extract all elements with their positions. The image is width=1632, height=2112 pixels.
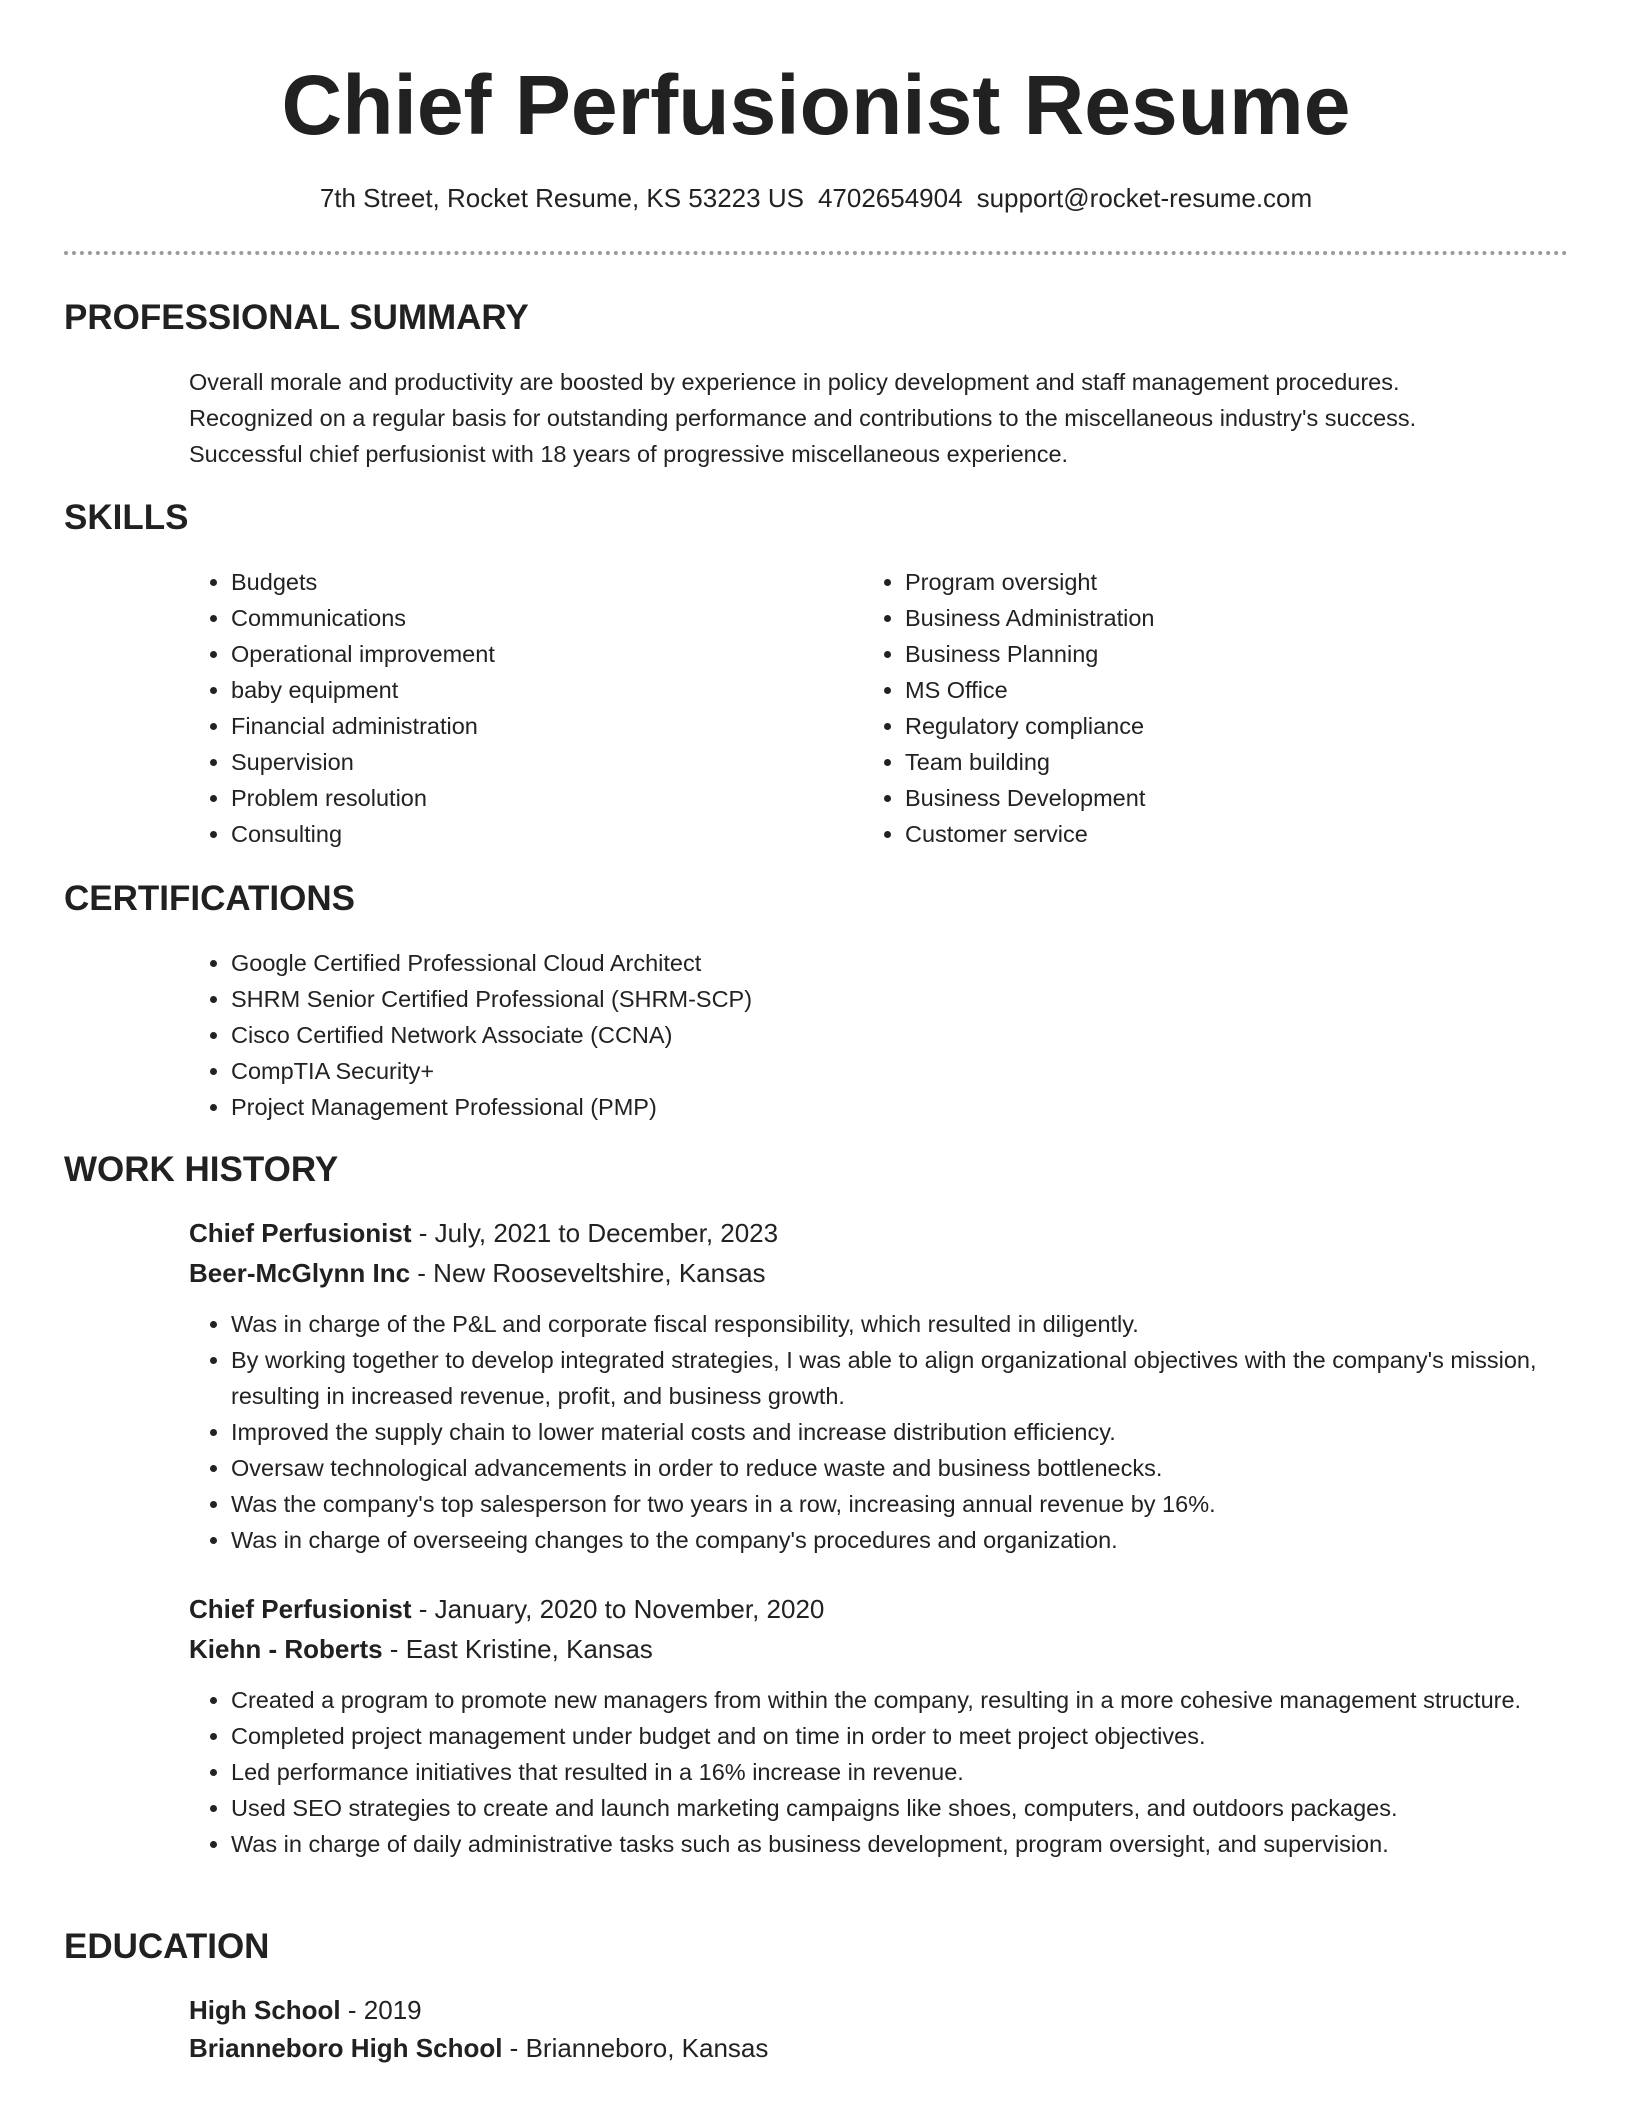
summary-line: Successful chief perfusionist with 18 years of progressive miscellaneous experience.: [189, 441, 1069, 467]
contact-line: [0, 180, 1632, 216]
job-bullet: • Used SEO strategies to create and launch marketing campaigns like shoes, computers, and outdoors packages.: [231, 1790, 1571, 1826]
skill-item: • Regulatory compliance: [905, 708, 1525, 744]
certification-item: • Project Management Professional (PMP): [231, 1089, 1531, 1125]
job-location: East Kristine, Kansas: [405, 1634, 653, 1664]
skill-item: • Team building: [905, 744, 1525, 780]
summary-line: Recognized on a regular basis for outstanding performance and contributions to the miscellaneous industry's success.: [189, 405, 1417, 431]
skill-item: • Operational improvement: [231, 636, 851, 672]
skill-item: • Communications: [231, 600, 851, 636]
summary-text: [189, 364, 1529, 472]
job-dates: July, 2021 to December, 2023: [434, 1218, 779, 1248]
job-bullet: • Created a program to promote new managers from within the company, resulting in a more cohesive management structure.: [231, 1682, 1571, 1718]
skills-list-left: [187, 564, 851, 852]
skill-item: • Supervision: [231, 744, 851, 780]
education-school-line: Brianneboro High School - Brianneboro, Kansas: [189, 2033, 769, 2063]
skill-item: • Business Planning: [905, 636, 1525, 672]
skill-item: • Budgets: [231, 564, 851, 600]
job-dates: January, 2020 to November, 2020: [434, 1594, 825, 1624]
education-location: Brianneboro, Kansas: [525, 2033, 769, 2063]
skills-list-right: [861, 564, 1525, 852]
certification-item: • Cisco Certified Network Associate (CCNA): [231, 1017, 1531, 1053]
job-location: New Rooseveltshire, Kansas: [433, 1258, 766, 1288]
job-title-line: Chief Perfusionist - January, 2020 to November, 2020: [189, 1594, 825, 1624]
job-company-line: Kiehn - Roberts - East Kristine, Kansas: [189, 1634, 653, 1664]
job-role: Chief Perfusionist: [189, 1594, 412, 1624]
skill-item: • baby equipment: [231, 672, 851, 708]
education-degree: High School: [189, 1995, 341, 2025]
section-title-summary: PROFESSIONAL SUMMARY: [64, 298, 529, 337]
job-bullet: • Was in charge of the P&L and corporate fiscal responsibility, which resulted in diligently.: [231, 1306, 1571, 1342]
job-bullet: • Improved the supply chain to lower material costs and increase distribution efficiency.: [231, 1414, 1571, 1450]
resume-title: Chief Perfusionist Resume: [281, 58, 1351, 152]
skill-item: • Consulting: [231, 816, 851, 852]
education-school: Brianneboro High School: [189, 2033, 503, 2063]
job-bullet: • Was in charge of overseeing changes to the company's procedures and organization.: [231, 1522, 1571, 1558]
header-divider: [64, 251, 1568, 255]
certification-item: • CompTIA Security+: [231, 1053, 1531, 1089]
summary-line: Overall morale and productivity are boosted by experience in policy development and staff management procedures.: [189, 369, 1400, 395]
job-company: Kiehn - Roberts: [189, 1634, 383, 1664]
certification-item: • Google Certified Professional Cloud Architect: [231, 945, 1531, 981]
job-title-line: Chief Perfusionist - July, 2021 to December, 2023: [189, 1218, 779, 1248]
job-bullet: • Led performance initiatives that resulted in a 16% increase in revenue.: [231, 1754, 1571, 1790]
skill-item: • Customer service: [905, 816, 1525, 852]
job-bullet: • By working together to develop integrated strategies, I was able to align organizational objectives with the company's mission, resulting in increased revenue, profit, and business growth.: [231, 1342, 1571, 1414]
job-bullet: • Completed project management under budget and on time in order to meet project objectives.: [231, 1718, 1571, 1754]
skill-item: • Business Development: [905, 780, 1525, 816]
skill-item: • MS Office: [905, 672, 1525, 708]
section-title-certifications: CERTIFICATIONS: [64, 879, 356, 918]
job-role: Chief Perfusionist: [189, 1218, 412, 1248]
job-bullets: [187, 1306, 1571, 1558]
skill-item: • Program oversight: [905, 564, 1525, 600]
job-bullet: • Was the company's top salesperson for two years in a row, increasing annual revenue by 16%.: [231, 1486, 1571, 1522]
skill-item: • Business Administration: [905, 600, 1525, 636]
section-title-work: WORK HISTORY: [64, 1150, 339, 1189]
skill-item: • Problem resolution: [231, 780, 851, 816]
job-bullet: • Oversaw technological advancements in order to reduce waste and business bottlenecks.: [231, 1450, 1571, 1486]
certifications-list: [187, 945, 1531, 1125]
phone: 4702654904: [817, 183, 963, 213]
education-degree-line: High School - 2019: [189, 1995, 422, 2025]
email: support@rocket-resume.com: [976, 183, 1313, 213]
skill-item: • Financial administration: [231, 708, 851, 744]
section-title-skills: SKILLS: [64, 498, 189, 537]
job-bullets: [187, 1682, 1571, 1862]
job-company: Beer-McGlynn Inc: [189, 1258, 411, 1288]
job-company-line: Beer-McGlynn Inc - New Rooseveltshire, Kansas: [189, 1258, 766, 1288]
certification-item: • SHRM Senior Certified Professional (SHRM-SCP): [231, 981, 1531, 1017]
address: 7th Street, Rocket Resume, KS 53223 US: [319, 183, 804, 213]
job-bullet: • Was in charge of daily administrative tasks such as business development, program oversight, and supervision.: [231, 1826, 1571, 1862]
education-year: 2019: [363, 1995, 422, 2025]
section-title-education: EDUCATION: [64, 1927, 270, 1966]
